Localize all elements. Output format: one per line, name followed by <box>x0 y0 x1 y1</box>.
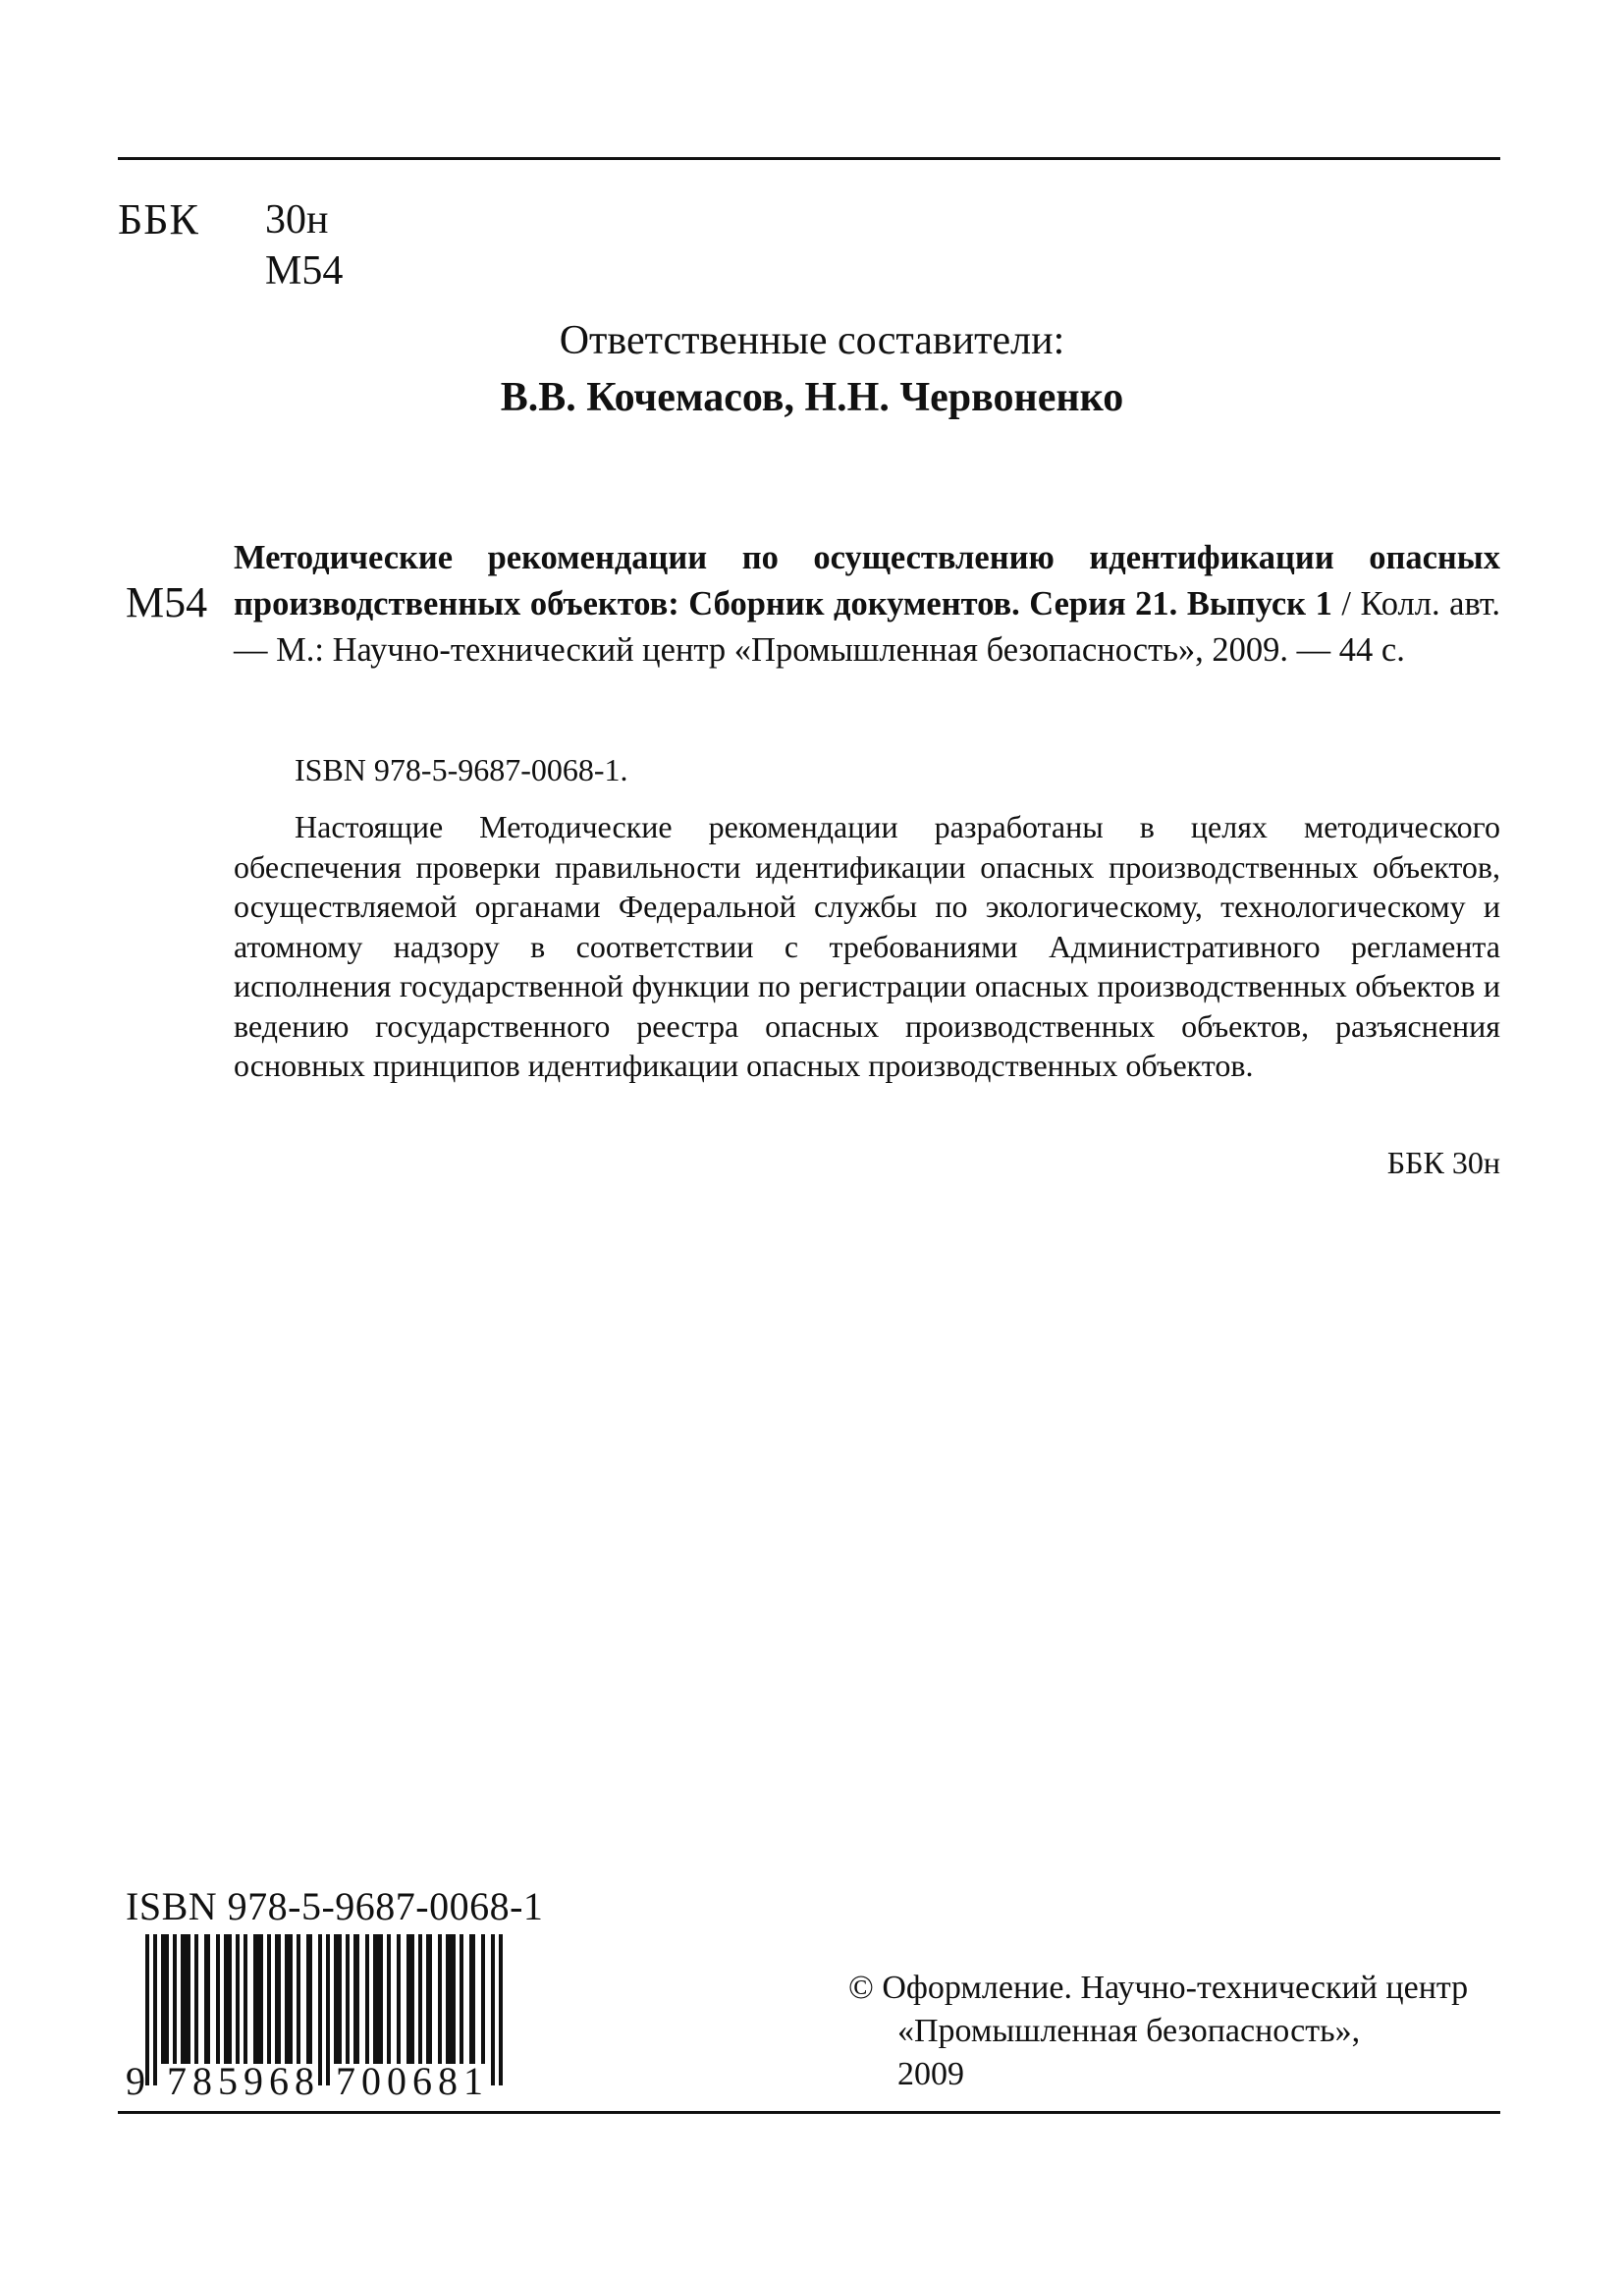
bbk-code-2: М54 <box>265 248 344 294</box>
bbk-label: ББК <box>118 195 199 243</box>
compilers-heading: Ответственные составители: <box>559 318 1065 363</box>
entry-title: Методические рекомендации по осуществлению идентификации опасных производственных объектов: Сборник документов. Серия 21. Выпуск 1 <box>234 539 1500 622</box>
entry-imprint: / Колл. авт. — М.: Научно-технический центр «Промышленная безопасность», 2009. — 44 с. <box>234 585 1500 669</box>
compilers-names: В.В. Кочемасов, Н.Н. Червоненко <box>500 375 1124 420</box>
author-sign: М54 <box>126 578 208 626</box>
bibliographic-entry <box>234 535 1500 674</box>
isbn-line: ISBN 978-5-9687-0068-1. <box>295 752 628 787</box>
bottom-rule <box>118 2111 1500 2114</box>
copyright-line-1: © Оформление. Научно-технический центр <box>848 1970 1469 2006</box>
abstract-paragraph: Настоящие Методические рекомендации разработаны в целях методического обеспечения проверки правильности идентификации опасных производственных объектов, осуществляемой органами Федеральной службы по экологическому, технологическому и атомному надзору в соответствии с требованиями Административного регламента исполнения государственной функции по регистрации опасных производственных объектов и ведению государственного реестра опасных производственных объектов, разъяснения основных принципов идентификации опасных производственных объектов. <box>234 809 1500 1083</box>
barcode-isbn-label: ISBN 978-5-9687-0068-1 <box>126 1884 544 1928</box>
bbk-codes <box>265 194 343 297</box>
barcode-digits: 9 785968 700681 <box>126 2059 489 2103</box>
top-rule <box>118 157 1500 160</box>
compilers-block <box>0 312 1624 426</box>
copyright-line-3: 2009 <box>897 2056 964 2092</box>
copyright-block <box>848 1967 1500 2096</box>
bbk-code-1: 30н <box>265 197 329 243</box>
copyright-line-2: «Промышленная безопасность», <box>897 2013 1361 2049</box>
bbk-footer: ББК 30н <box>1386 1145 1500 1180</box>
